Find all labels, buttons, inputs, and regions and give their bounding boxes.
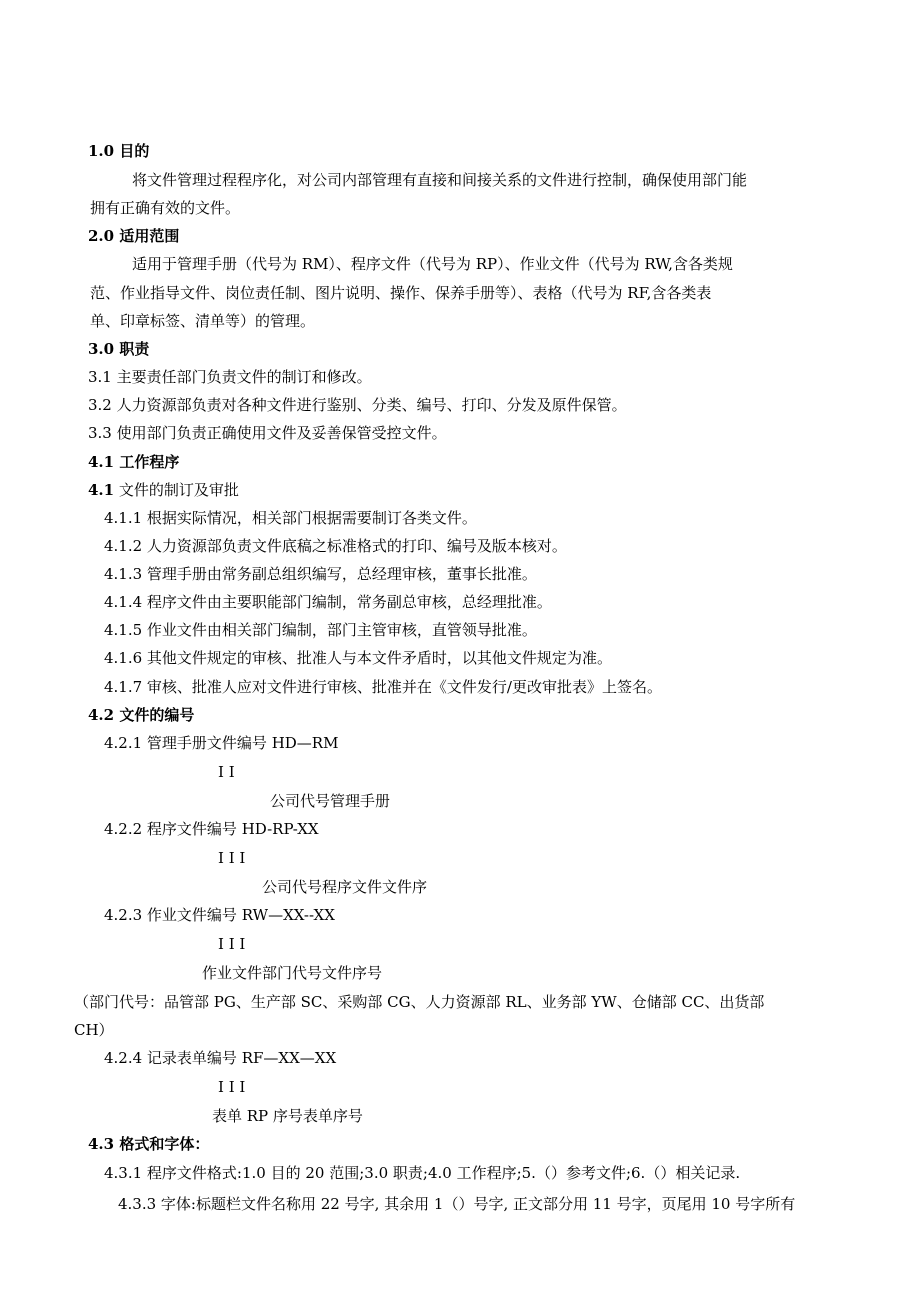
subsection-4-3-heading: 4.3 格式和字体： bbox=[88, 1135, 210, 1153]
section-3-item-3: 3.3 使用部门负责正确使用文件及妥善保管受控文件。 bbox=[88, 424, 447, 442]
section-2-paragraph-line-2: 范、作业指导文件、岗位责任制、图片说明、操作、保养手册等）、表格（代号为 RF,含各类表 bbox=[90, 284, 712, 302]
subsection-4-1-title: 文件的制订及审批 bbox=[118, 481, 239, 499]
code-4-2-3-marks: I I I bbox=[218, 935, 246, 953]
code-4-2-1-marks: I I bbox=[218, 763, 235, 781]
item-4-1-3: 4.1.3 管理手册由常务副总组织编写，总经理审核，董事长批准。 bbox=[104, 565, 537, 583]
item-4-3-3: 4.3.3 字体:标题栏文件名称用 22 号字, 其余用 1（）号字, 正文部分用 11 号字，页尾用 10 号字所有 bbox=[118, 1195, 796, 1213]
section-2-paragraph-line-1: 适用于管理手册（代号为 RM）、程序文件（代号为 RP）、作业文件（代号为 RW,含各类规 bbox=[132, 255, 733, 273]
code-4-2-4: 4.2.4 记录表单编号 RF—XX—XX bbox=[104, 1049, 337, 1067]
code-4-2-1-legend: 公司代号管理手册 bbox=[270, 792, 391, 810]
item-4-1-1: 4.1.1 根据实际情况，相关部门根据需要制订各类文件。 bbox=[104, 509, 477, 527]
subsection-4-2-heading: 4.2 文件的编号 bbox=[88, 706, 195, 724]
section-1-paragraph-line-2: 拥有正确有效的文件。 bbox=[90, 199, 241, 217]
code-4-2-4-marks: I I I bbox=[218, 1078, 246, 1096]
section-1-heading: 1.0 目的 bbox=[88, 142, 150, 160]
department-codes-line-2: CH） bbox=[74, 1021, 114, 1039]
code-4-2-2-marks: I I I bbox=[218, 849, 246, 867]
section-3-heading: 3.0 职责 bbox=[88, 340, 150, 358]
section-2-heading: 2.0 适用范围 bbox=[88, 227, 180, 245]
section-4-heading: 4.1 工作程序 bbox=[88, 453, 180, 471]
item-4-1-4: 4.1.4 程序文件由主要职能部门编制，常务副总审核，总经理批准。 bbox=[104, 593, 552, 611]
subsection-4-1-number: 4.1 bbox=[88, 481, 115, 499]
section-3-item-1: 3.1 主要责任部门负责文件的制订和修改。 bbox=[88, 368, 372, 386]
code-4-2-3: 4.2.3 作业文件编号 RW—XX--XX bbox=[104, 906, 335, 924]
department-codes-line-1: （部门代号：品管部 PG、生产部 SC、采购部 CG、人力资源部 RL、业务部 YW、仓储部 CC、出货部 bbox=[74, 993, 765, 1011]
code-4-2-4-legend: 表单 RP 序号表单序号 bbox=[212, 1107, 363, 1125]
item-4-1-2: 4.1.2 人力资源部负责文件底稿之标准格式的打印、编号及版本核对。 bbox=[104, 537, 567, 555]
code-4-2-2: 4.2.2 程序文件编号 HD-RP-XX bbox=[104, 820, 319, 838]
item-4-1-6: 4.1.6 其他文件规定的审核、批准人与本文件矛盾时，以其他文件规定为准。 bbox=[104, 649, 612, 667]
section-1-paragraph-line-1: 将文件管理过程程序化，对公司内部管理有直接和间接关系的文件进行控制，确保使用部门能 bbox=[132, 171, 748, 189]
code-4-2-3-legend: 作业文件部门代号文件序号 bbox=[202, 964, 383, 982]
section-2-paragraph-line-3: 单、印章标签、清单等）的管理。 bbox=[90, 312, 316, 330]
section-3-item-2: 3.2 人力资源部负责对各种文件进行鉴别、分类、编号、打印、分发及原件保管。 bbox=[88, 396, 627, 414]
item-4-1-7: 4.1.7 审核、批准人应对文件进行审核、批准并在《文件发行/更改审批表》上签名。 bbox=[104, 678, 662, 696]
item-4-1-5: 4.1.5 作业文件由相关部门编制，部门主管审核，直管领导批准。 bbox=[104, 621, 537, 639]
code-4-2-2-legend: 公司代号程序文件文件序 bbox=[262, 878, 428, 896]
item-4-3-1: 4.3.1 程序文件格式:1.0 目的 20 范围;3.0 职责;4.0 工作程序;5.（）参考文件;6.（）相关记录. bbox=[104, 1164, 741, 1182]
code-4-2-1: 4.2.1 管理手册文件编号 HD—RM bbox=[104, 734, 339, 752]
subsection-4-1-heading bbox=[88, 480, 239, 500]
